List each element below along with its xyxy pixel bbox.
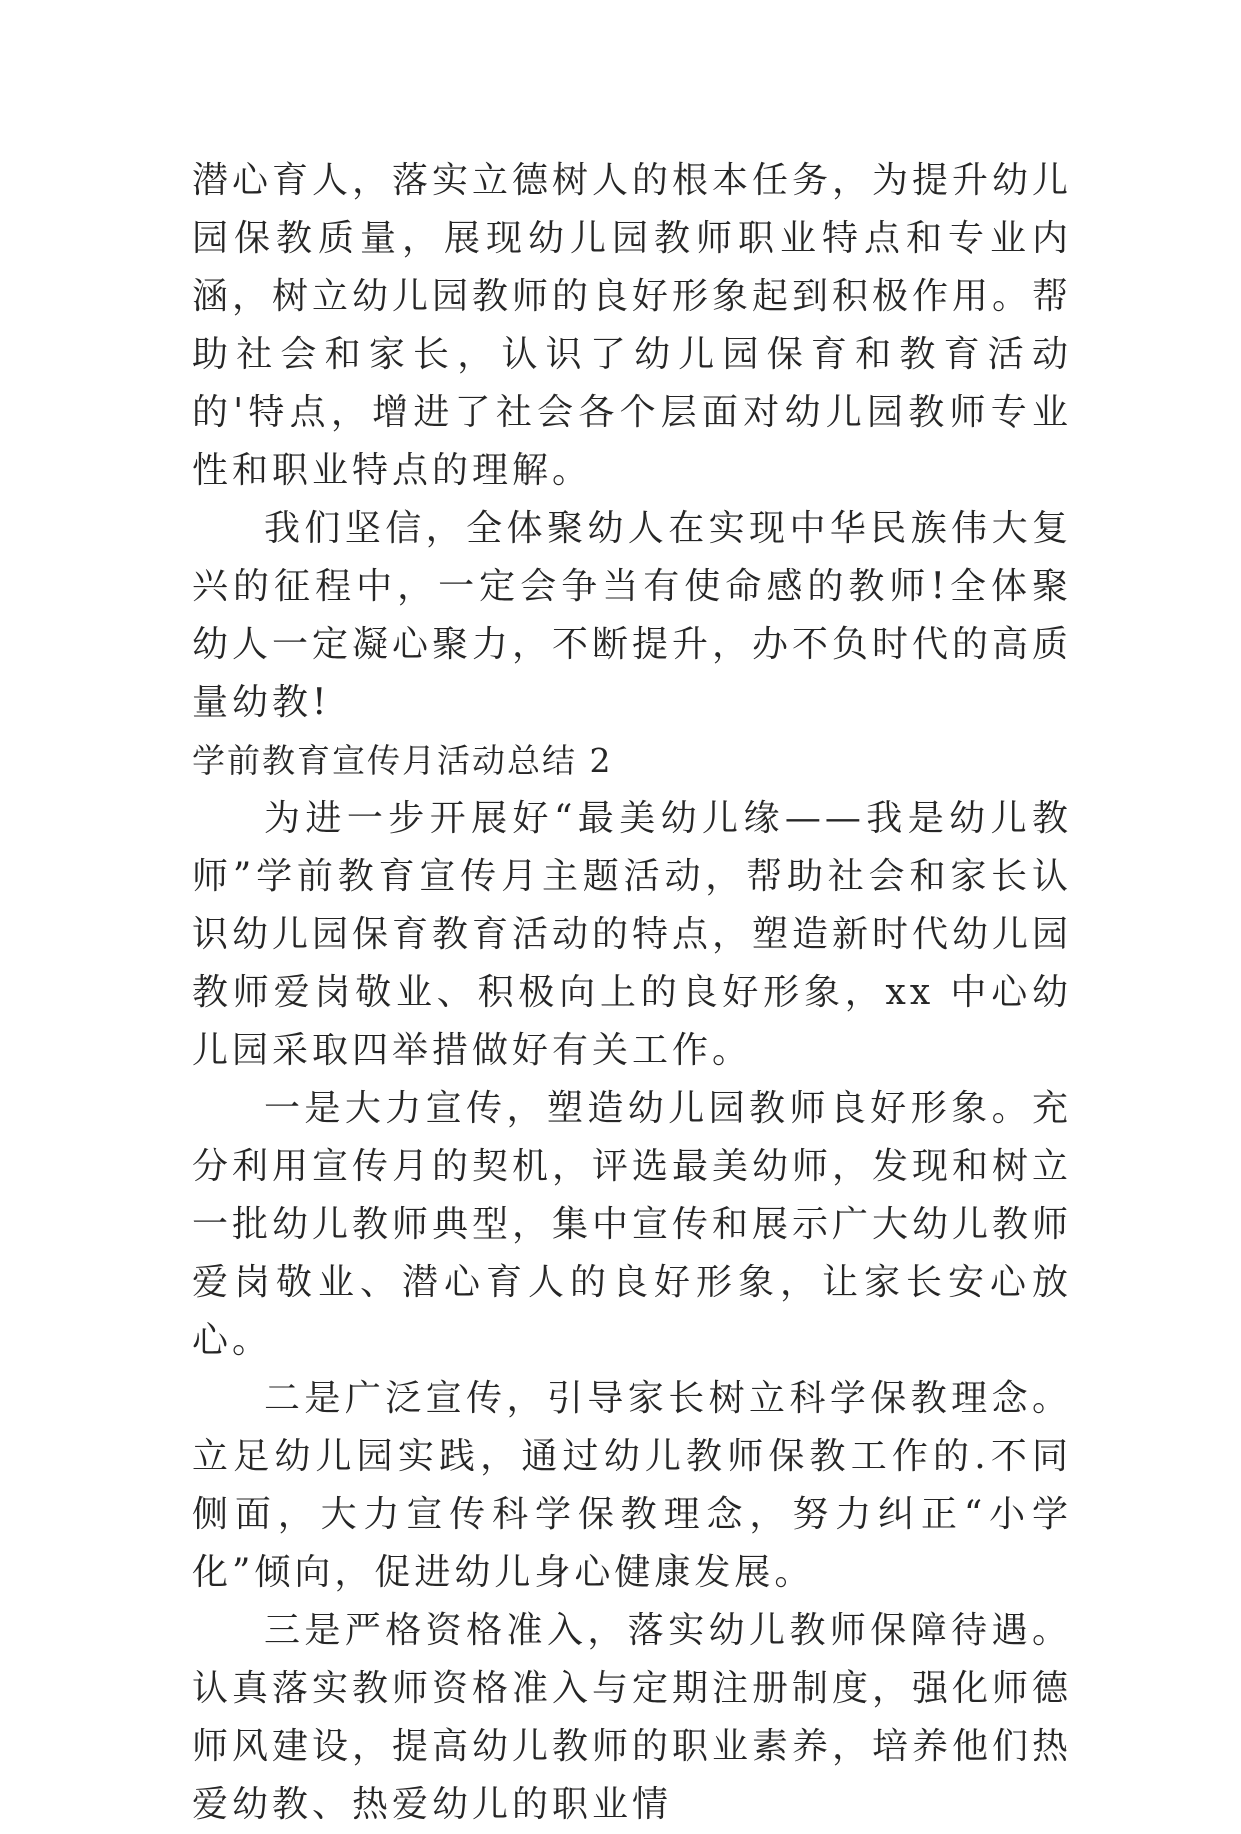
paragraph-1: 潜心育人，落实立德树人的根本任务，为提升幼儿园保教质量，展现幼儿园教师职业特点和专业内涵，树立幼儿园教师的良好形象起到积极作用。帮助社会和家长，认识了幼儿园保育和教育活动的'特点，增进了社会各个层面对幼儿园教师专业性和职业特点的理解。 — [192, 160, 1073, 491]
section-heading: 学前教育宣传月活动总结 2 — [192, 741, 613, 780]
paragraph-3: 为进一步开展好“最美幼儿缘——我是幼儿教师”学前教育宣传月主题活动，帮助社会和家长认识幼儿园保育教育活动的特点，塑造新时代幼儿园教师爱岗敬业、积极向上的良好形象，xx 中心幼儿园采取四举措做好有关工作。 — [192, 798, 1073, 1071]
paragraph-4: 一是大力宣传，塑造幼儿园教师良好形象。充分利用宣传月的契机，评选最美幼师，发现和树立一批幼儿教师典型，集中宣传和展示广大幼儿教师爱岗敬业、潜心育人的良好形象，让家长安心放心。 — [192, 1088, 1073, 1361]
paragraph-6: 三是严格资格准入，落实幼儿教师保障待遇。认真落实教师资格准入与定期注册制度，强化师德师风建设，提高幼儿教师的职业素养，培养他们热爱幼教、热爱幼儿的职业情 — [192, 1610, 1073, 1825]
document-body — [192, 152, 1072, 1834]
paragraph-5: 二是广泛宣传，引导家长树立科学保教理念。立足幼儿园实践，通过幼儿教师保教工作的.不同侧面，大力宣传科学保教理念，努力纠正“小学化”倾向，促进幼儿身心健康发展。 — [192, 1378, 1072, 1593]
paragraph-2: 我们坚信，全体聚幼人在实现中华民族伟大复兴的征程中，一定会争当有使命感的教师!全体聚幼人一定凝心聚力，不断提升，办不负时代的高质量幼教! — [192, 508, 1073, 723]
